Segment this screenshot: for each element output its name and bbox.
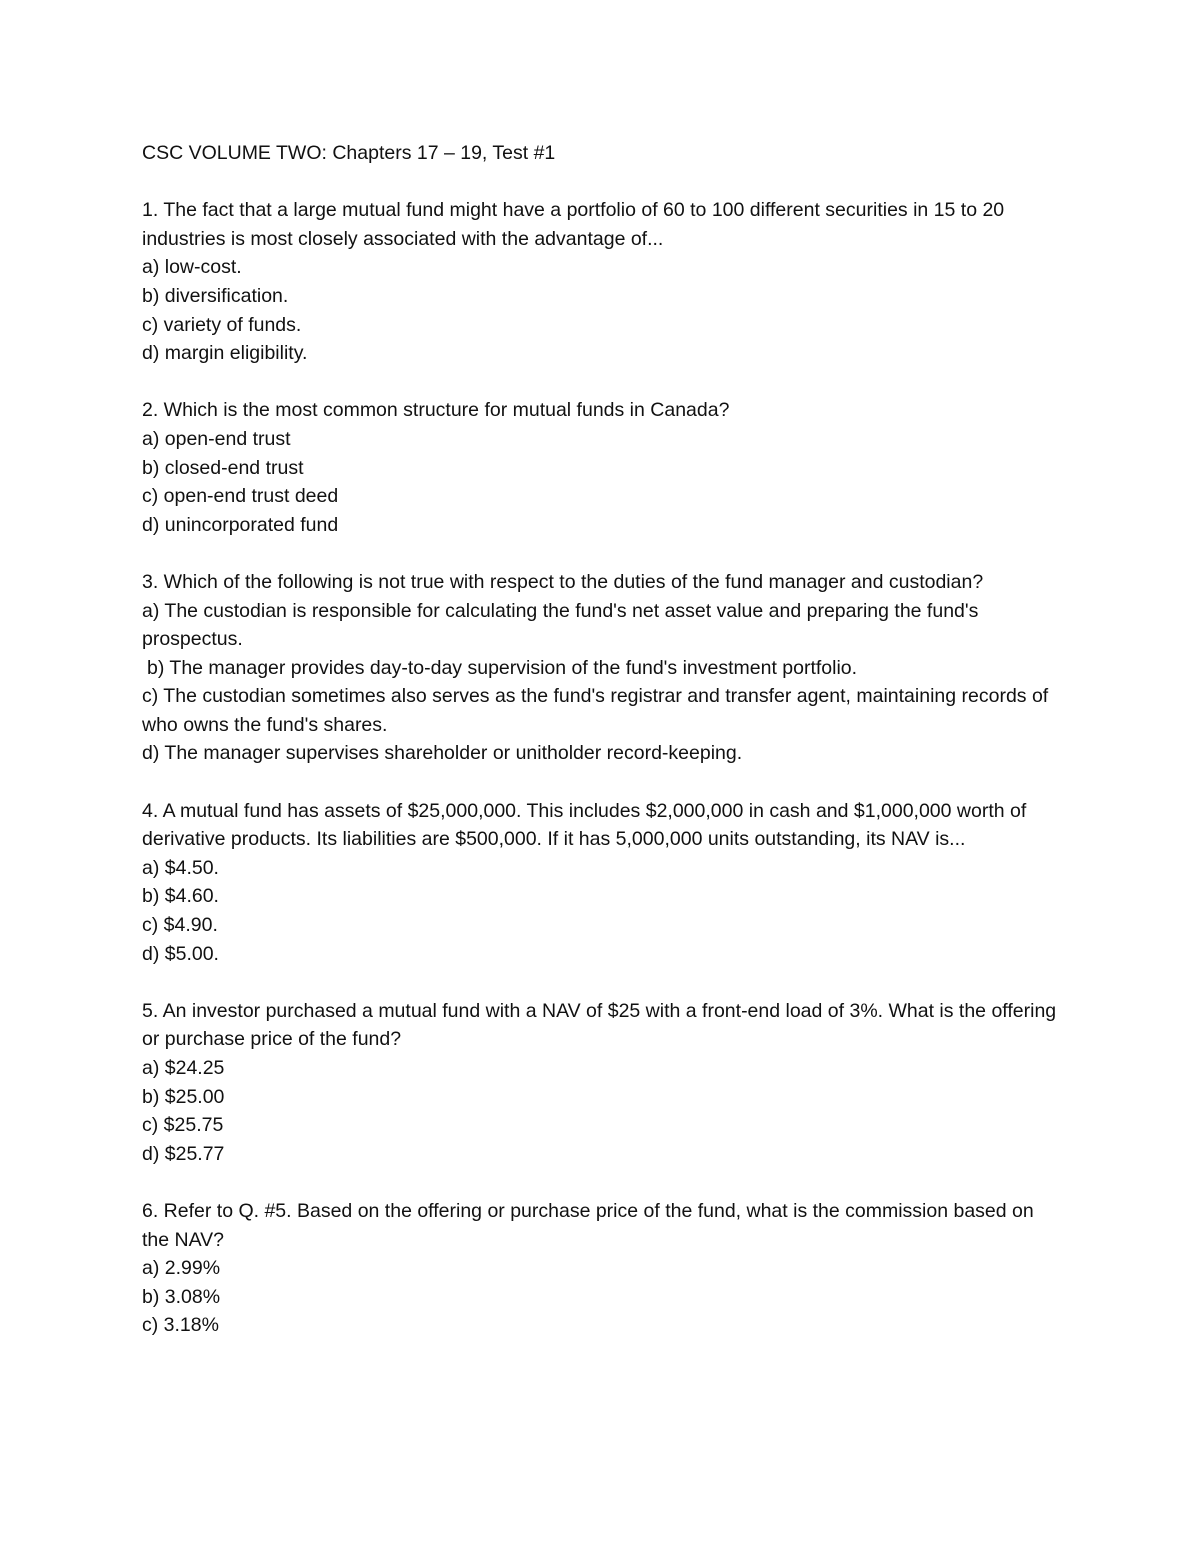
answer-option: d) margin eligibility. [142,342,308,365]
answer-option: d) unincorporated fund [142,513,339,536]
answer-option: a) low-cost. [142,256,242,279]
answer-option: c) variety of funds. [142,313,302,336]
question-stem: 4. A mutual fund has assets of $25,000,000. This includes $2,000,000 in cash and $1,000,000 worth of derivative products. Its liabilities are $500,000. If it has 5,000,000 units outstanding, its NAV is... [142,799,1027,851]
answer-options [142,253,1062,367]
question-stem: 3. Which of the following is not true with respect to the duties of the fund manager and custodian? [142,570,984,593]
answer-options [142,854,1062,968]
answer-option: c) 3.18% [142,1314,219,1337]
answer-option: a) $24.25 [142,1057,225,1079]
answer-option: b) closed-end trust [142,456,304,479]
answer-options [142,425,1062,539]
answer-option: b) The manager provides day-to-day supervision of the fund's investment portfolio. [147,656,858,679]
answer-option: b) $25.00 [142,1085,225,1108]
answer-option: c) $4.90. [142,914,218,937]
answer-option: b) 3.08% [142,1285,221,1308]
answer-option: c) $25.75 [142,1114,224,1137]
answer-option: b) diversification. [142,284,289,307]
answer-options [142,1054,1062,1168]
answer-option: c) open-end trust deed [142,485,339,508]
answer-option: d) The manager supervises shareholder or unitholder record-keeping. [142,742,743,765]
answer-options [142,597,1062,769]
answer-option: a) open-end trust [142,427,291,450]
question-stem: 1. The fact that a large mutual fund might have a portfolio of 60 to 100 different securities in 15 to 20 industries is most closely associated with the advantage of... [142,199,1005,250]
answer-option: a) The custodian is responsible for calculating the fund's net asset value and preparing the fund's prospectus. [142,599,979,651]
answer-option: c) The custodian sometimes also serves as the fund's registrar and transfer agent, maintaining records of who owns the fund's shares. [142,685,1049,736]
question-4 [142,797,1062,969]
answer-option: a) $4.50. [142,856,219,879]
question-2 [142,396,1062,539]
answer-option: d) $5.00. [142,942,219,965]
question-stem: 5. An investor purchased a mutual fund with a NAV of $25 with a front-end load of 3%. What is the offering or purchase price of the fund? [142,999,1057,1051]
question-6 [142,1197,1062,1340]
question-1 [142,196,1062,368]
document-title: CSC VOLUME TWO: Chapters 17 – 19, Test #1 [142,142,556,164]
question-3 [142,568,1062,768]
answer-option: d) $25.77 [142,1142,225,1165]
document-content [142,139,1062,1369]
question-5 [142,997,1062,1169]
answer-option: b) $4.60. [142,885,219,908]
question-stem: 2. Which is the most common structure for mutual funds in Canada? [142,399,730,422]
question-stem: 6. Refer to Q. #5. Based on the offering or purchase price of the fund, what is the commission based on the NAV? [142,1199,1034,1251]
answer-option: a) 2.99% [142,1257,221,1280]
answer-options [142,1254,1062,1340]
